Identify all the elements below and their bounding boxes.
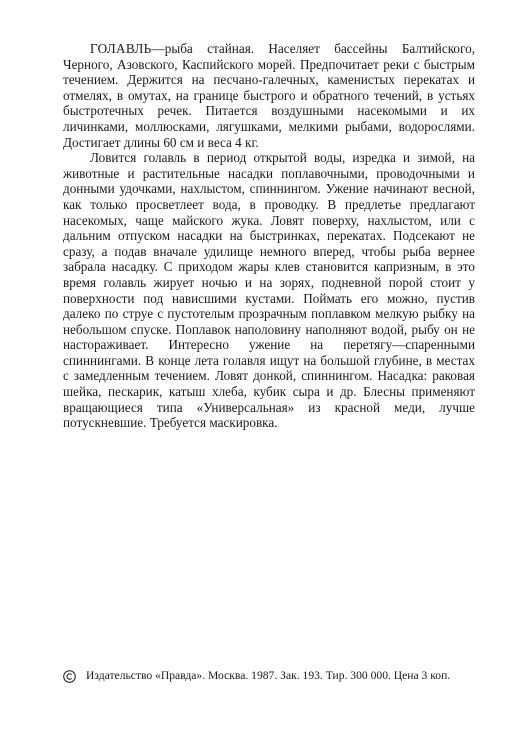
paragraph-2: Ловится голавль в период открытой воды, изредка и зимой, на животные и растительные насадки поплавочными, проводочными и донными удочками, нахлыстом, спиннингом. Ужение начинают весной, как только просветлеет вода, в проводку. В предлетье предлагают насекомых, чаще майского жука. Ловят поверху, нахлыстом, или с дальним отпуском насадки на быстринках, перекатах. Подсекают не сразу, а подав вначале удилище немного вперед, чтобы рыба вернее забрала насадку. С приходом жары клев становится капризным, в это время голавль жирует ночью и на зорях, подневной порой стоит у поверхности под нависшими кустами. Поймать его можно, пустив далеко по струе с пустотелым прозрачным поплавком мелкую рыбку на небольшом спуске. Поплавок наполовину наполняют водой, рыбу он не настораживает. Интересно ужение на перетягу—спаренными спиннингами. В конце лета голавля ищут на большой глубине, в местах с замедленным течением. Ловят донкой, спиннингом. Насадка: раковая шейка, пескарик, катыш хлеба, кубик сыра и др. Блесны применяют вращающиеся типа «Универсальная» из красной меди, лучше потускневшие. Требуется маскировка. — [63, 150, 475, 431]
copyright-icon — [63, 670, 76, 683]
paragraph-1-text: —рыба стайная. Населяет бассейны Балтийского, Черного, Азовского, Каспийского морей. Предпочитает реки с быстрым течением. Держится на песчано-галечных, каменистых перекатах и отмелях, в омутах, на границе быстрого и обратного течений, в устьях быстротечных речек. Питается воздушными насекомыми и их личинками, моллюсками, лягушками, мелкими рыбами, водорослями. Достигает длины 60 см и веса 4 кг. — [63, 41, 475, 150]
paragraph-1 — [63, 41, 475, 150]
imprint-text: Издательство «Правда». Москва. 1987. Зак. 193. Тир. 300 000. Цена 3 коп. — [86, 669, 451, 682]
article-title-word: ГОЛАВЛЬ — [90, 41, 152, 56]
article-body — [63, 41, 475, 431]
publisher-imprint — [63, 669, 493, 683]
